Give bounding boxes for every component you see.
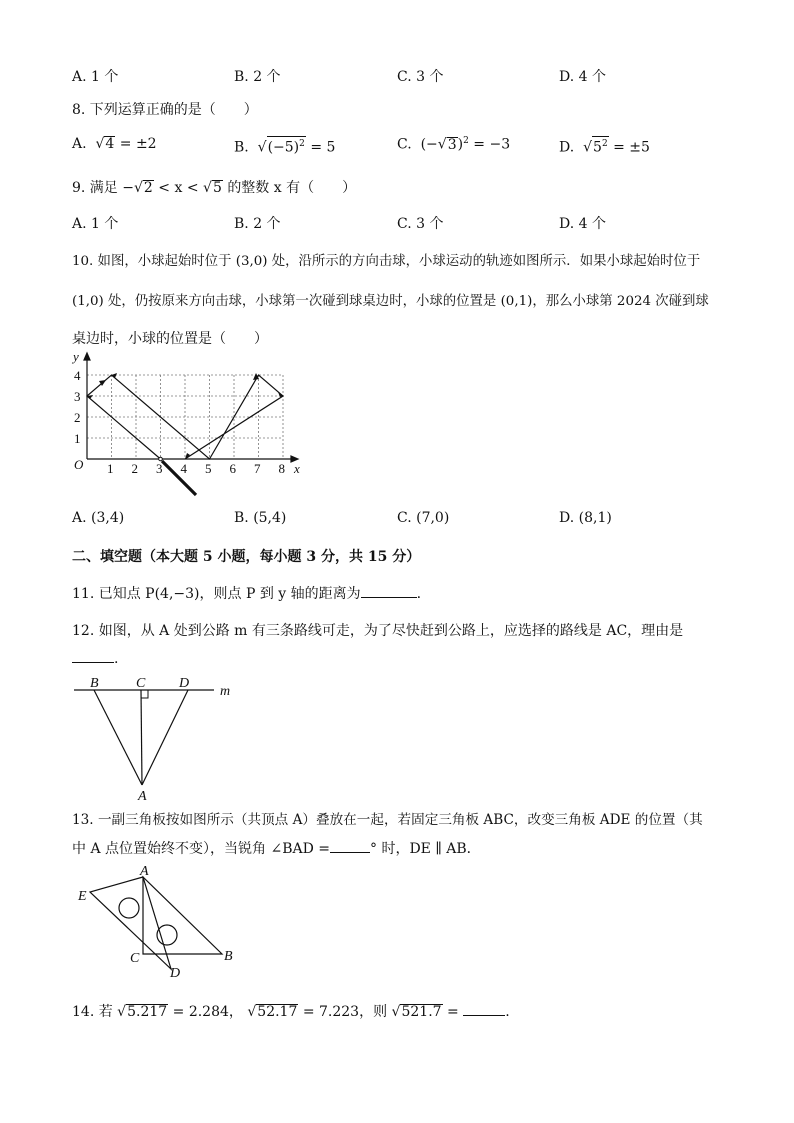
section-heading: 二、填空题（本大题 5 小题，每小题 3 分，共 15 分） xyxy=(72,549,421,565)
tri-label-b: B xyxy=(224,949,233,964)
label-a: A xyxy=(138,789,147,804)
q10-line2: (1,0) 处，仍按原来方向击球，小球第一次碰到球桌边时，小球的位置是 (0,1)，那么小球第 2024 次碰到球 xyxy=(72,294,709,309)
x-tick-6: 6 xyxy=(229,461,236,476)
x-tick-8: 8 xyxy=(278,461,285,476)
q9-stem: 9. 满足 −√2 < x < √5 的整数 x 有（ ） xyxy=(72,180,357,196)
q13-answer-blank[interactable] xyxy=(330,852,370,853)
y-tick-3: 3 xyxy=(74,389,81,404)
y-tick-1: 1 xyxy=(74,431,81,446)
q10-option-a: A. (3,4) xyxy=(72,510,125,526)
tri-label-e: E xyxy=(78,889,87,904)
q10-line1: 10. 如图，小球起始时位于 (3,0) 处，沿所示的方向击球，小球运动的轨迹如图所示．如果小球起始时位于 xyxy=(72,254,701,269)
q7-option-d: D. 4 个 xyxy=(559,69,606,85)
q14-answer-blank[interactable] xyxy=(463,1015,505,1016)
y-tick-2: 2 xyxy=(74,410,81,425)
q8-option-a: A. √4 = ±2 xyxy=(72,136,157,152)
tri-label-d: D xyxy=(170,966,181,981)
q8-stem: 8. 下列运算正确的是（ ） xyxy=(72,102,258,118)
label-c: C xyxy=(136,676,146,691)
label-b: B xyxy=(90,676,99,691)
y-axis-label: y xyxy=(73,349,79,364)
q7-option-a: A. 1 个 xyxy=(72,69,119,85)
label-m: m xyxy=(220,684,231,699)
q12-line2: . xyxy=(72,651,118,667)
x-tick-7: 7 xyxy=(254,461,261,476)
x-tick-5: 5 xyxy=(205,461,212,476)
x-tick-3: 3 xyxy=(156,461,163,476)
x-tick-2: 2 xyxy=(131,461,138,476)
y-tick-4: 4 xyxy=(74,368,81,383)
x-tick-1: 1 xyxy=(107,461,114,476)
q12-answer-blank[interactable] xyxy=(72,662,114,663)
q10-option-b: B. (5,4) xyxy=(234,510,287,526)
q13-line1: 13. 一副三角板按如图所示（共顶点 A）叠放在一起，若固定三角板 ABC，改变三角板 ADE 的位置（其 xyxy=(72,812,703,828)
q11-answer-blank[interactable] xyxy=(361,597,417,598)
q8-option-d: D. $√5^2 = \pm 5$ xyxy=(559,136,650,156)
q13-line2: 中 A 点位置始终不变），当锐角 ∠BAD = ° 时，DE ∥ AB． xyxy=(72,841,481,857)
q9-option-c: C. 3 个 xyxy=(397,216,444,232)
q9-option-a: A. 1 个 xyxy=(72,216,119,232)
tri-label-a: A xyxy=(140,864,149,879)
tri-label-c: C xyxy=(130,951,140,966)
q7-option-b: B. 2 个 xyxy=(234,69,281,85)
x-tick-4: 4 xyxy=(180,461,187,476)
origin-label: O xyxy=(74,457,84,472)
q11-stem: 11. 已知点 P(4,−3)，则点 P 到 y 轴的距离为 . xyxy=(72,586,422,602)
billiard-grid-figure xyxy=(62,345,312,500)
q10-option-c: C. (7,0) xyxy=(397,510,450,526)
q14-stem: 14. 若 √5.217 = 2.284， √52.17 = 7.223，则 √521.7 = . xyxy=(72,1004,510,1020)
triangles-figure xyxy=(70,862,240,982)
x-axis-label: x xyxy=(294,461,300,476)
q9-option-b: B. 2 个 xyxy=(234,216,281,232)
q7-option-c: C. 3 个 xyxy=(397,69,444,85)
q9-option-d: D. 4 个 xyxy=(559,216,606,232)
q10-line3: 桌边时，小球的位置是（ ） xyxy=(72,331,268,347)
q8-option-c: C. $(-√3)^2 = -3$ xyxy=(397,136,511,153)
roads-figure xyxy=(66,672,246,804)
q8-option-b: B. $√(-5)^2 = 5$ xyxy=(234,136,335,156)
q12-line1: 12. 如图，从 A 处到公路 m 有三条路线可走，为了尽快赶到公路上，应选择的路线是 AC，理由是 xyxy=(72,623,684,639)
label-d: D xyxy=(179,676,190,691)
q10-option-d: D. (8,1) xyxy=(559,510,612,526)
